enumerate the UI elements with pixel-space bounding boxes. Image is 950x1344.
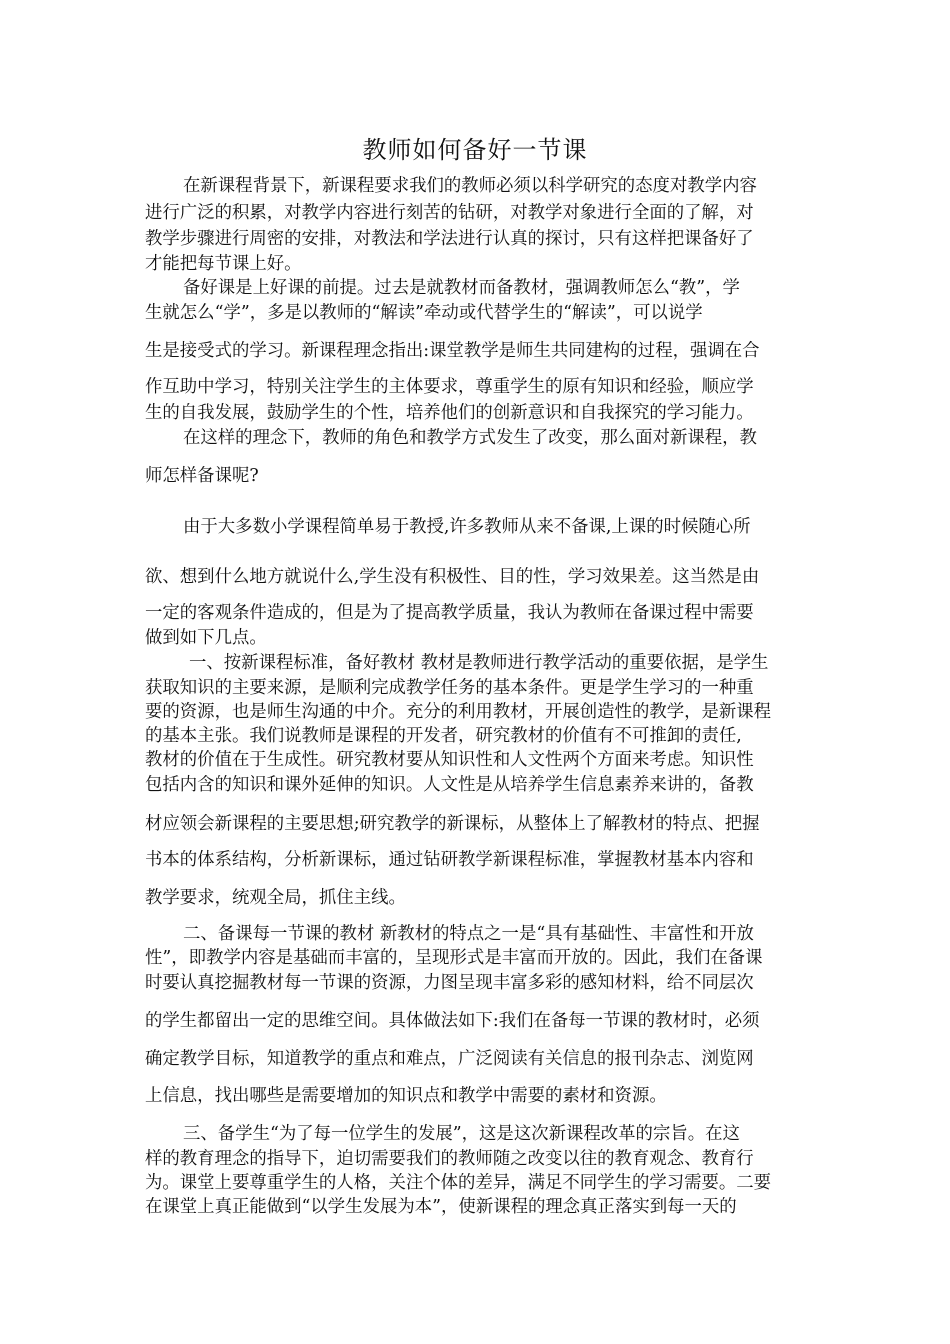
paragraph-line: 确定教学目标，知道教学的重点和难点，广泛阅读有关信息的报刊杂志、浏览网: [145, 1049, 754, 1069]
paragraph-line: 教材的价值在于生成性。研究教材要从知识性和人文性两个方面来考虑。知识性: [145, 750, 754, 770]
paragraph-line: 师怎样备课呢?: [145, 466, 259, 486]
paragraph-line: 欲、想到什么地方就说什么,学生没有积极性、目的性，学习效果差。这当然是由: [145, 567, 760, 587]
paragraph-line: 才能把每节课上好。: [145, 254, 302, 274]
paragraph-line: 的基本主张。我们说教师是课程的开发者，研究教材的价值有不可推卸的责任,: [145, 726, 742, 746]
paragraph-line: 教学步骤进行周密的安排，对教法和学法进行认真的探讨，只有这样把课备好了: [145, 229, 754, 249]
paragraph-line: 生是接受式的学习。新课程理念指出:课堂教学是师生共同建构的过程，强调在合: [145, 341, 760, 361]
paragraph-line: 三、备学生“为了每一位学生的发展”，这是这次新课程改革的宗旨。在这: [183, 1124, 740, 1144]
paragraph-line: 作互助中学习，特别关注学生的主体要求，尊重学生的原有知识和经验，顺应学: [145, 377, 754, 397]
paragraph-line: 包括内含的知识和课外延伸的知识。人文性是从培养学生信息素养来讲的，备教: [145, 775, 754, 795]
paragraph-line: 由于大多数小学课程简单易于教授,许多教师从来不备课,上课的时候随心所: [183, 517, 751, 537]
paragraph-line: 材应领会新课程的主要思想;研究教学的新课标，从整体上了解教材的特点、把握: [145, 814, 760, 834]
paragraph-line: 获取知识的主要来源，是顺利完成教学任务的基本条件。更是学生学习的一种重: [145, 678, 754, 698]
paragraph-line: 进行广泛的积累，对教学内容进行刻苦的钻研，对教学对象进行全面的了解，对: [145, 203, 754, 223]
paragraph-line: 教学要求，统观全局，抓住主线。: [145, 888, 406, 908]
paragraph-line: 性”，即教学内容是基础而丰富的，呈现形式是丰富而开放的。因此，我们在备课: [145, 948, 763, 968]
paragraph-line: 样的教育理念的指导下，迫切需要我们的教师随之改变以往的教育观念、教育行: [145, 1149, 754, 1169]
paragraph-line: 书本的体系结构，分析新课标，通过钻研教学新课程标准，掌握教材基本内容和: [145, 850, 754, 870]
paragraph-line: 在新课程背景下，新课程要求我们的教师必须以科学研究的态度对教学内容: [183, 176, 757, 196]
paragraph-line: 做到如下几点。: [145, 628, 267, 648]
paragraph-line: 在课堂上真正能做到“以学生发展为本”，使新课程的理念真正落实到每一天的: [145, 1197, 737, 1217]
paragraph-line: 生的自我发展，鼓励学生的个性，培养他们的创新意识和自我探究的学习能力。: [145, 403, 754, 423]
paragraph-line: 二、备课每一节课的教材 新教材的特点之一是“具有基础性、丰富性和开放: [183, 924, 754, 944]
paragraph-line: 的学生都留出一定的思维空间。具体做法如下:我们在备每一节课的教材时，必须: [145, 1011, 760, 1031]
paragraph-line: 备好课是上好课的前提。过去是就教材而备教材，强调教师怎么“教”，学: [183, 278, 740, 298]
paragraph-line: 一定的客观条件造成的，但是为了提高教学质量，我认为教师在备课过程中需要: [145, 603, 754, 623]
paragraph-line: 上信息，找出哪些是需要增加的知识点和教学中需要的素材和资源。: [145, 1086, 667, 1106]
page-title: 教师如何备好一节课: [362, 136, 588, 164]
paragraph-line: 为。课堂上要尊重学生的人格，关注个体的差异，满足不同学生的学习需要。二要: [145, 1173, 772, 1193]
paragraph-line: 要的资源，也是师生沟通的中介。充分的利用教材，开展创造性的教学，是新课程: [145, 702, 772, 722]
paragraph-line: 在这样的理念下，教师的角色和教学方式发生了改变，那么面对新课程，教: [183, 428, 757, 448]
paragraph-line: 一、按新课程标准，备好教材 教材是教师进行教学活动的重要依据，是学生: [189, 653, 769, 673]
paragraph-line: 生就怎么“学”，多是以教师的“解读”牵动或代替学生的“解读”，可以说学: [145, 303, 703, 323]
paragraph-line: 时要认真挖掘教材每一节课的资源，力图呈现丰富多彩的感知材料，给不同层次: [145, 973, 754, 993]
